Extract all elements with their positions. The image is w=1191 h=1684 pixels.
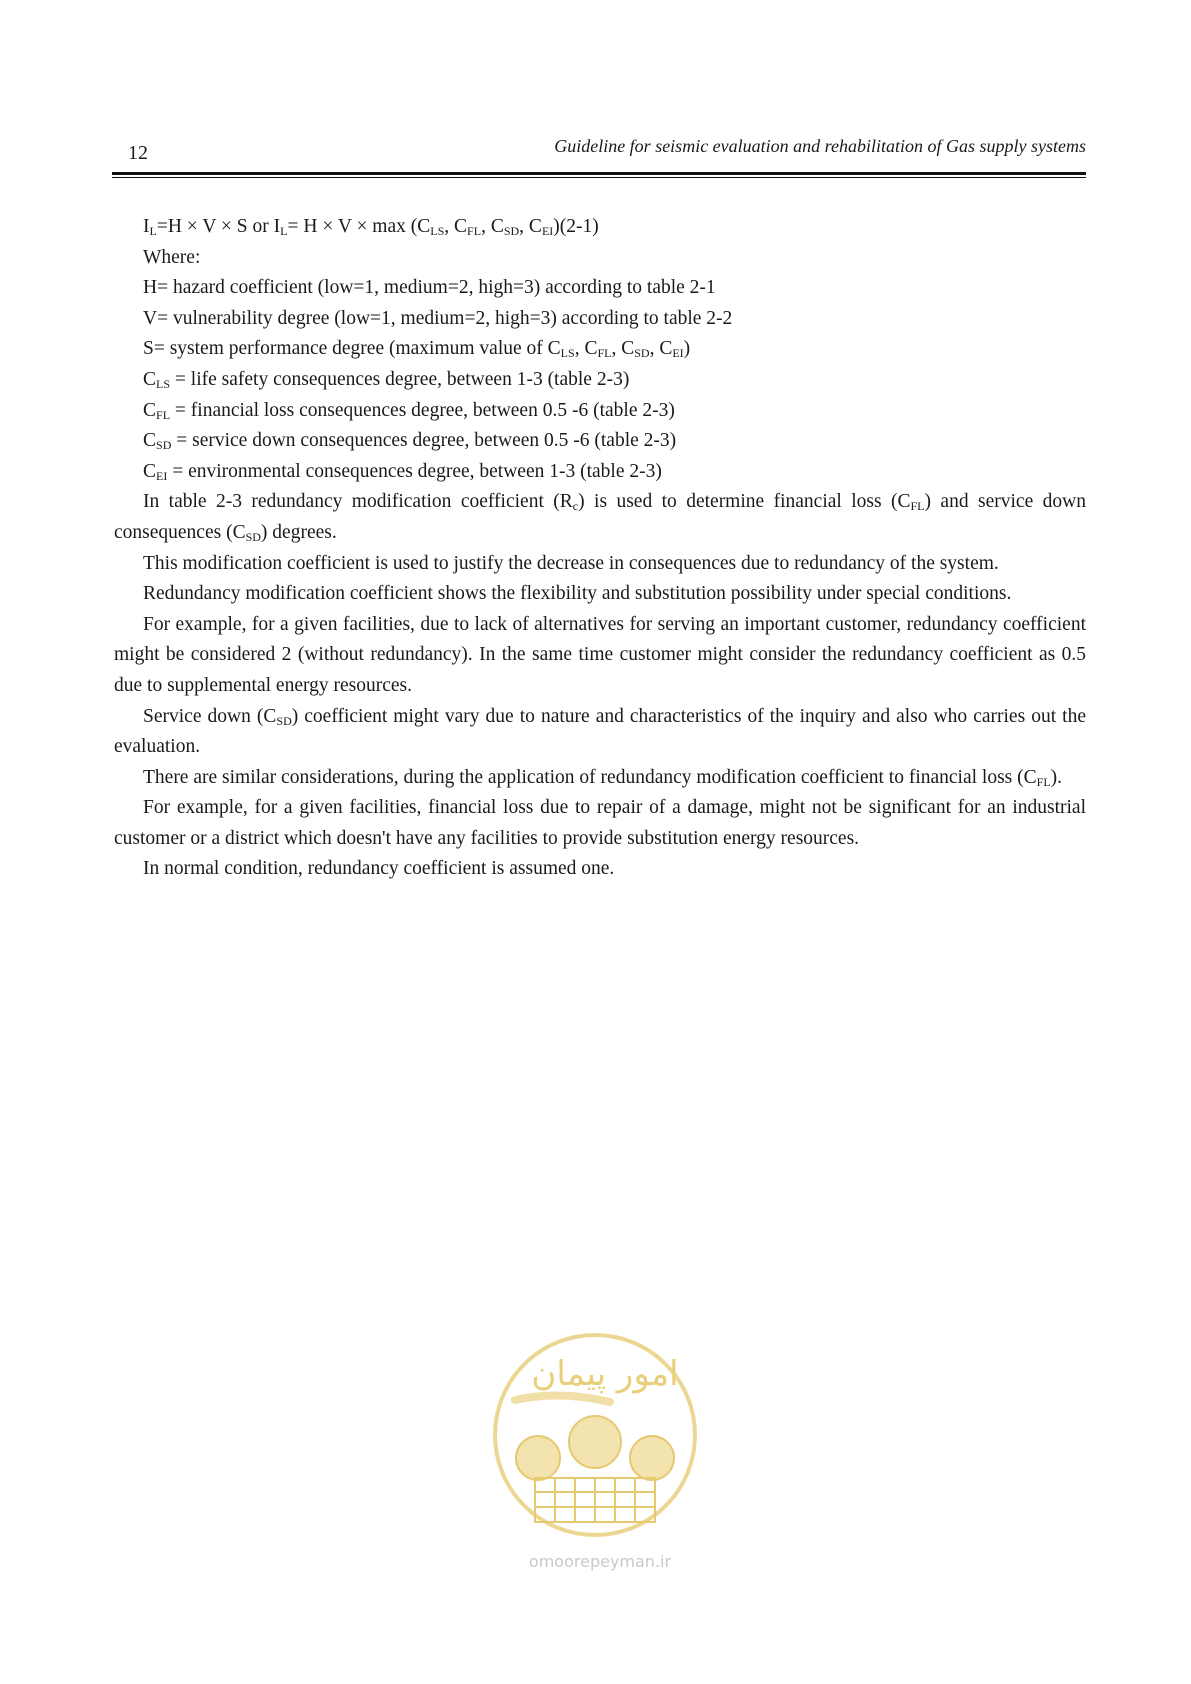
paragraph-5: Service down $(C_{SD})$ coefficient might vary due to nature and characteristics of the inquiry and also who carries out the evaluation. [114,705,1086,758]
where-line: Where: [143,246,201,268]
paragraph-2: This modification coefficient is used to justify the decrease in consequences due to redundancy of the system. [143,552,999,574]
watermark-logo [490,1330,710,1580]
equation-line: $I_L=H \times V \times S$ or $I_L= H \times V \times \max (C_{LS}$, $C_{FL}$, $C_{SD}$, $C_{EI})(2-1)$ [143,216,599,238]
def-v: V= vulnerability degree (low=1, medium=2, high=3) according to table 2-2 [143,307,733,329]
body-text [114,212,1086,885]
watermark-logo-text: امور پیمان [531,1354,679,1394]
paragraph-3: Redundancy modification coefficient shows the flexibility and substitution possibility under special conditions. [143,583,1012,605]
def-csd: $C_{SD}$ = service down consequences degree, between 0.5 -6 (table 2-3) [143,430,677,453]
paragraph-4: For example, for a given facilities, due to lack of alternatives for serving an important customer, redundancy coefficient might be considered 2 (without redundancy). In the same time customer might consider the redundancy coefficient as 0.5 due to supplemental energy resources. [114,613,1086,696]
def-h: H= hazard coefficient (low=1, medium=2, high=3) according to table 2-1 [143,277,716,299]
def-cls: $C_{LS}$ = life safety consequences degree, between 1-3 (table 2-3) [143,368,630,391]
header-rule [112,172,1086,179]
paragraph-7: For example, for a given facilities, financial loss due to repair of a damage, might not be significant for an industrial customer or a district which doesn't have any facilities to provide substitution energy resources. [114,797,1086,849]
paragraph-8: In normal condition, redundancy coefficient is assumed one. [143,858,615,880]
watermark-seal-icon [490,1330,710,1580]
def-s: S= system performance degree (maximum value of $C_{LS}$, $C_{FL}$, $C_{SD}$, $C_{EI}$) [143,338,691,361]
watermark-site: omoorepeyman.ir [528,1552,672,1571]
running-header: Guideline for seismic evaluation and rehabilitation of Gas supply systems [554,136,1086,156]
def-cfl: $C_{FL}$ = financial loss consequences degree, between 0.5 -6 (table 2-3) [143,399,675,422]
page-number: 12 [128,142,148,164]
paragraph-6: There are similar considerations, during the application of redundancy modification coefficient to financial loss $(C_{FL})$. [143,766,1063,789]
paragraph-1: In table 2-3 redundancy modification coefficient $(R_c)$ is used to determine financial loss $(C_{FL})$ and service down consequences $(C_{SD})$ degrees. [114,491,1086,544]
def-cei: $C_{EI}$ = environmental consequences degree, between 1-3 (table 2-3) [143,460,662,483]
